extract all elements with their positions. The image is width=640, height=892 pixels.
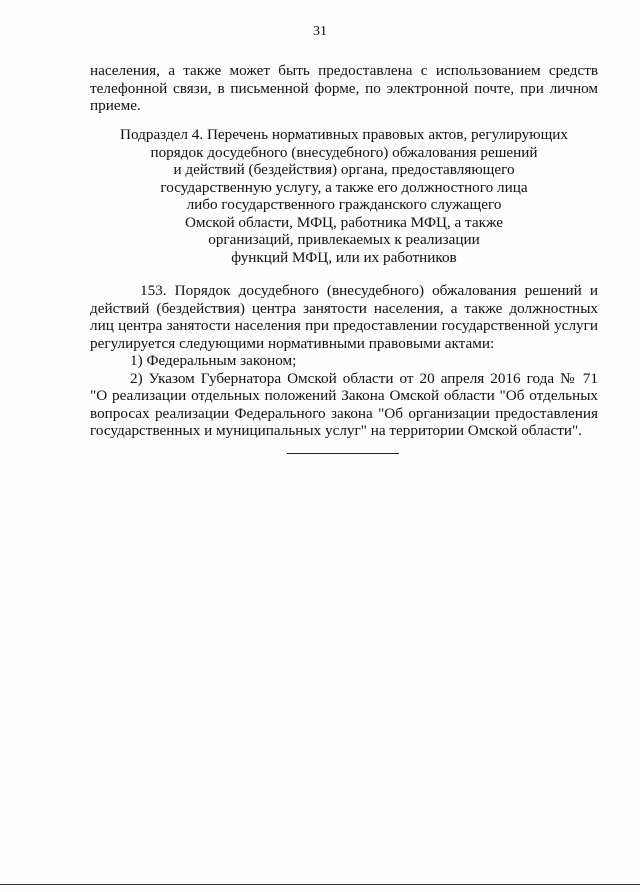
text-line: 153. Порядок досудебного (внесудебного) обжалования решений и bbox=[140, 282, 598, 299]
heading-line: либо государственного гражданского служащего bbox=[186, 196, 502, 213]
text-line: телефонной связи, в письменной форме, по электронной почте, при личном bbox=[90, 79, 598, 97]
heading-line: функций МФЦ, или их работников bbox=[231, 248, 457, 266]
heading-line: государственную услугу, а также его должностного лица bbox=[160, 178, 528, 196]
text-line: лиц центра занятости населения при предоставлении государственной услуги bbox=[90, 317, 598, 334]
page-edge-line bbox=[0, 884, 640, 885]
list-item: 1) Федеральным законом; bbox=[130, 352, 297, 369]
text-line: населения, а также может быть предоставлена с использованием средств bbox=[90, 62, 598, 79]
text-line: "О реализации отдельных положений Закона Омской области "Об отдельных bbox=[90, 387, 598, 404]
intro-paragraph bbox=[90, 62, 598, 115]
text-line: действий (бездействия) центра занятости населения, а также должностных bbox=[90, 299, 598, 317]
heading-line: и действий (бездействия) органа, предоставляющего bbox=[173, 161, 515, 178]
heading-line: Омской области, МФЦ, работника МФЦ, а также bbox=[184, 213, 504, 231]
text-line: вопросах реализации Федерального закона "Об организации предоставления bbox=[90, 404, 598, 422]
text-line: приеме. bbox=[90, 97, 141, 114]
paragraph-153 bbox=[90, 282, 598, 440]
page-number: 31 bbox=[313, 24, 327, 39]
text-line: государственных и муниципальных услуг" на территории Омской области". bbox=[90, 422, 582, 439]
heading-line: Подраздел 4. Перечень нормативных правовых актов, регулирующих bbox=[120, 126, 568, 143]
subsection-heading bbox=[90, 126, 598, 266]
heading-line: организаций, привлекаемых к реализации bbox=[208, 231, 480, 248]
separator-rule bbox=[287, 453, 399, 454]
heading-line: порядок досудебного (внесудебного) обжалования решений bbox=[150, 143, 538, 161]
list-item: 2) Указом Губернатора Омской области от 20 апреля 2016 года № 71 bbox=[130, 369, 598, 387]
text-line: регулируется следующими нормативными правовыми актами: bbox=[90, 334, 495, 352]
